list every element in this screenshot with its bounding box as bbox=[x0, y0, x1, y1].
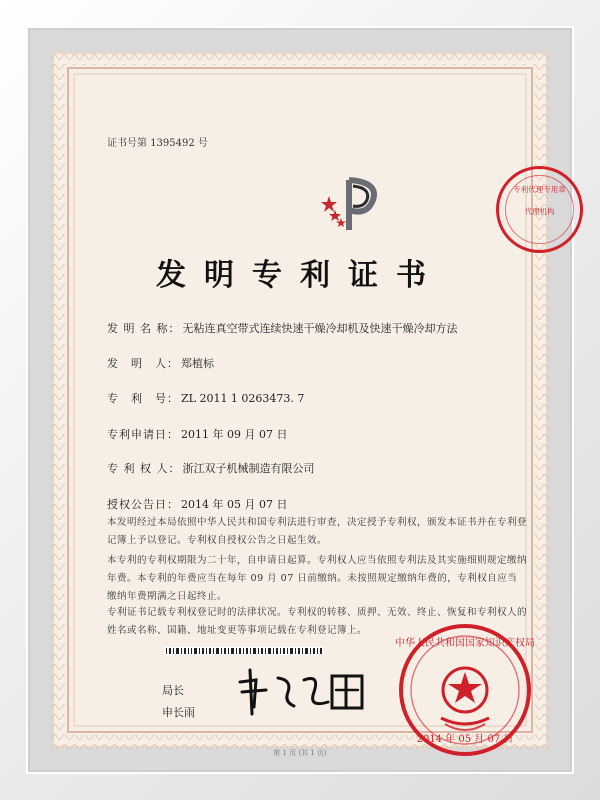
body-paragraph-1: 本发明经过本局依照中华人民共和国专利法进行审查，决定授予专利权，颁发本证书并在专利登记簿上予以登记。专利权自授权公告之日起生效。 bbox=[107, 517, 528, 546]
inventor-label: 发 明 人： bbox=[107, 357, 179, 370]
patent-number-field bbox=[107, 390, 304, 406]
certificate-number-label: 证书号第 bbox=[107, 138, 147, 149]
director-name: 申长雨 bbox=[162, 706, 195, 719]
signature-block bbox=[162, 682, 195, 720]
body-paragraph-3: 专利证书记载专利权登记时的法律状况。专利权的转移、质押、无效、终止、恢复和专利权人的姓名或名称、国籍、地址变更等事项记载在专利登记簿上。 bbox=[107, 607, 528, 636]
filing-date-field bbox=[107, 426, 287, 442]
patent-number-value: ZL 2011 1 0263473. 7 bbox=[181, 392, 305, 405]
grant-date-value: 2014 年 05 月 07 日 bbox=[181, 498, 288, 511]
director-title: 局长 bbox=[162, 684, 184, 697]
inventor-value: 郑植标 bbox=[181, 357, 214, 370]
certificate-number-suffix: 号 bbox=[197, 138, 208, 149]
patent-emblem-icon bbox=[317, 172, 387, 242]
main-seal-text: 中华人民共和国国家知识产权局 bbox=[395, 638, 535, 649]
filing-date-value: 2011 年 09 月 07 日 bbox=[181, 428, 288, 441]
grant-date-field bbox=[107, 496, 287, 512]
grant-date-label: 授权公告日： bbox=[107, 498, 179, 511]
filing-date-label: 专利申请日： bbox=[107, 428, 179, 441]
handwritten-signature bbox=[232, 662, 372, 717]
barcode bbox=[164, 647, 324, 655]
patent-certificate bbox=[52, 52, 566, 757]
patentee-value: 浙江双子机械制造有限公司 bbox=[182, 462, 315, 475]
inventor-field bbox=[107, 355, 214, 371]
page-footer: 第 1 页 (共 1 页) bbox=[273, 749, 327, 757]
certificate-title: 发明专利证书 bbox=[156, 258, 444, 293]
invention-name-label: 发 明 名 称： bbox=[107, 322, 181, 335]
patentee-label: 专 利 权 人： bbox=[107, 462, 181, 475]
certificate-number bbox=[107, 134, 208, 149]
patentee-field bbox=[107, 460, 315, 476]
invention-name-field bbox=[107, 320, 458, 336]
certificate-number-value: 1395492 bbox=[150, 138, 195, 149]
patent-number-label: 专 利 号： bbox=[107, 392, 179, 405]
top-seal-subtext: 代理机构 bbox=[524, 207, 555, 216]
state-seal-icon bbox=[395, 620, 535, 760]
agency-seal-icon bbox=[492, 162, 587, 257]
top-seal-text: 专利代理专用章 bbox=[513, 185, 566, 194]
invention-name-value: 无粘连真空带式连续快速干燥冷却机及快速干燥冷却方法 bbox=[182, 322, 458, 335]
body-paragraph-2: 本专利的专利权期限为二十年，自申请日起算。专利权人应当依照专利法及其实施细则规定缴纳年费。本专利的年费应当在每年 09 月 07 日前缴纳。未按照规定缴纳年费的，专利权自应当缴纳年费期满之日起终止。 bbox=[107, 555, 528, 602]
seal-date-text: 2014 年 05 月 07 日 bbox=[416, 734, 514, 745]
